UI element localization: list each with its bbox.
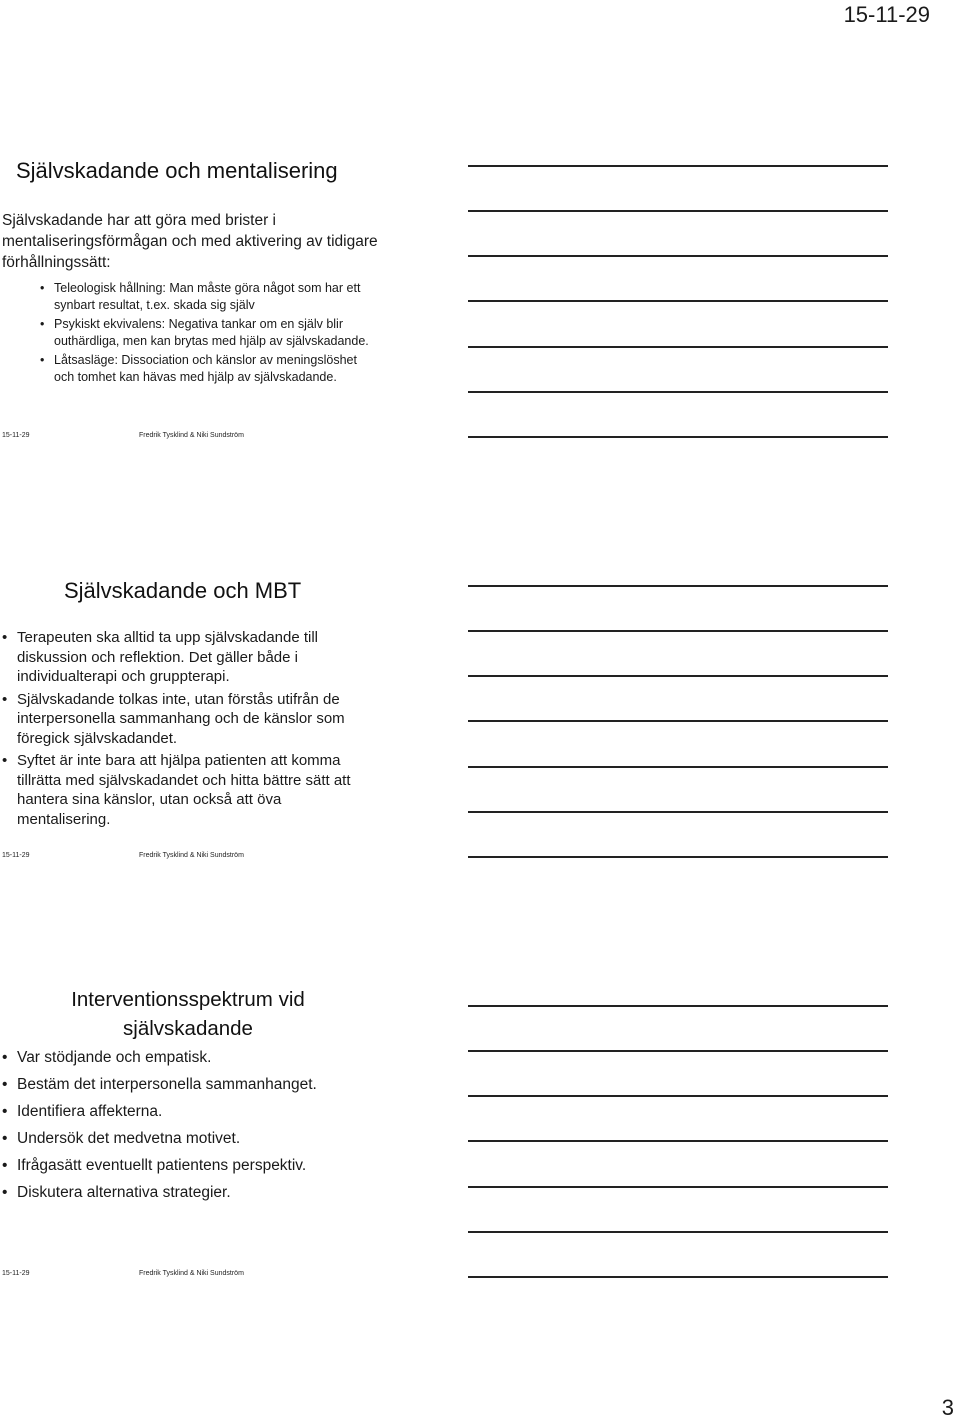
note-line bbox=[468, 210, 888, 212]
bullet-item: • Bestäm det interpersonella sammanhanget. bbox=[17, 1075, 397, 1094]
note-line bbox=[468, 1231, 888, 1233]
note-line bbox=[468, 856, 888, 858]
slide-footer-authors: Fredrik Tysklind & Niki Sundström bbox=[139, 852, 244, 859]
note-line bbox=[468, 630, 888, 632]
bullet-item: • Undersök det medvetna motivet. bbox=[17, 1129, 397, 1148]
note-line bbox=[468, 1276, 888, 1278]
note-line bbox=[468, 391, 888, 393]
bullet-item: • Teleologisk hållning: Man måste göra något som har ett synbart resultat, t.ex. skada sig själv bbox=[54, 280, 374, 314]
bullet-item: • Identifiera affekterna. bbox=[17, 1102, 397, 1121]
note-line bbox=[468, 300, 888, 302]
notes-lines-1 bbox=[468, 165, 888, 445]
notes-lines-3 bbox=[468, 1005, 888, 1285]
note-line bbox=[468, 1005, 888, 1007]
slide-title: Självskadande och MBT bbox=[64, 578, 302, 603]
note-line bbox=[468, 585, 888, 587]
bullet-item: • Låtsasläge: Dissociation och känslor av meningslöshet och tomhet kan hävas med hjälp av självskadande. bbox=[54, 352, 374, 386]
slide-footer-authors: Fredrik Tysklind & Niki Sundström bbox=[139, 432, 244, 439]
bullet-item: • Diskutera alternativa strategier. bbox=[17, 1183, 397, 1202]
bullet-item: • Ifrågasätt eventuellt patientens perspektiv. bbox=[17, 1156, 397, 1175]
page-date: 15-11-29 bbox=[843, 2, 930, 27]
note-line bbox=[468, 1050, 888, 1052]
note-line bbox=[468, 436, 888, 438]
note-line bbox=[468, 675, 888, 677]
slide-1 bbox=[0, 140, 440, 450]
slide-title: Interventionsspektrum vid självskadande bbox=[71, 988, 305, 1040]
note-line bbox=[468, 1186, 888, 1188]
note-line bbox=[468, 255, 888, 257]
note-line bbox=[468, 720, 888, 722]
bullet-item: • Var stödjande och empatisk. bbox=[17, 1048, 397, 1067]
bullet-list bbox=[54, 280, 374, 388]
note-line bbox=[468, 346, 888, 348]
bullet-item: • Syftet är inte bara att hjälpa patienten att komma tillrätta med självskadandet och hitta bättre sätt att hantera sina känslor, utan också att öva mentalisering. bbox=[17, 751, 377, 829]
bullet-item: • Självskadande tolkas inte, utan förstås utifrån de interpersonella sammanhang och de känslor som föregick självskadandet. bbox=[17, 690, 377, 749]
page-number: 3 bbox=[941, 1395, 954, 1420]
notes-lines-2 bbox=[468, 585, 888, 865]
note-line bbox=[468, 766, 888, 768]
slide-3 bbox=[0, 980, 440, 1290]
slide-title: Självskadande och mentalisering bbox=[16, 158, 338, 183]
note-line bbox=[468, 1140, 888, 1142]
slide-footer-authors: Fredrik Tysklind & Niki Sundström bbox=[139, 1270, 244, 1277]
slide-footer-date: 15-11-29 bbox=[2, 432, 30, 439]
note-line bbox=[468, 165, 888, 167]
slide-footer-date: 15-11-29 bbox=[2, 1270, 30, 1277]
slide-2 bbox=[0, 560, 440, 870]
slide-footer-date: 15-11-29 bbox=[2, 852, 30, 859]
note-line bbox=[468, 1095, 888, 1097]
bullet-item: • Psykiskt ekvivalens: Negativa tankar om en själv blir outhärdliga, men kan brytas med hjälp av självskadande. bbox=[54, 316, 374, 350]
note-line bbox=[468, 811, 888, 813]
bullet-list bbox=[17, 1048, 397, 1210]
bullet-item: • Terapeuten ska alltid ta upp självskadande till diskussion och reflektion. Det gäller både i individualterapi och gruppterapi. bbox=[17, 628, 377, 687]
slide-intro-text: Självskadande har att göra med brister i mentaliseringsförmågan och med aktivering av tidigare förhållningssätt: bbox=[2, 212, 378, 271]
bullet-list bbox=[17, 628, 377, 832]
